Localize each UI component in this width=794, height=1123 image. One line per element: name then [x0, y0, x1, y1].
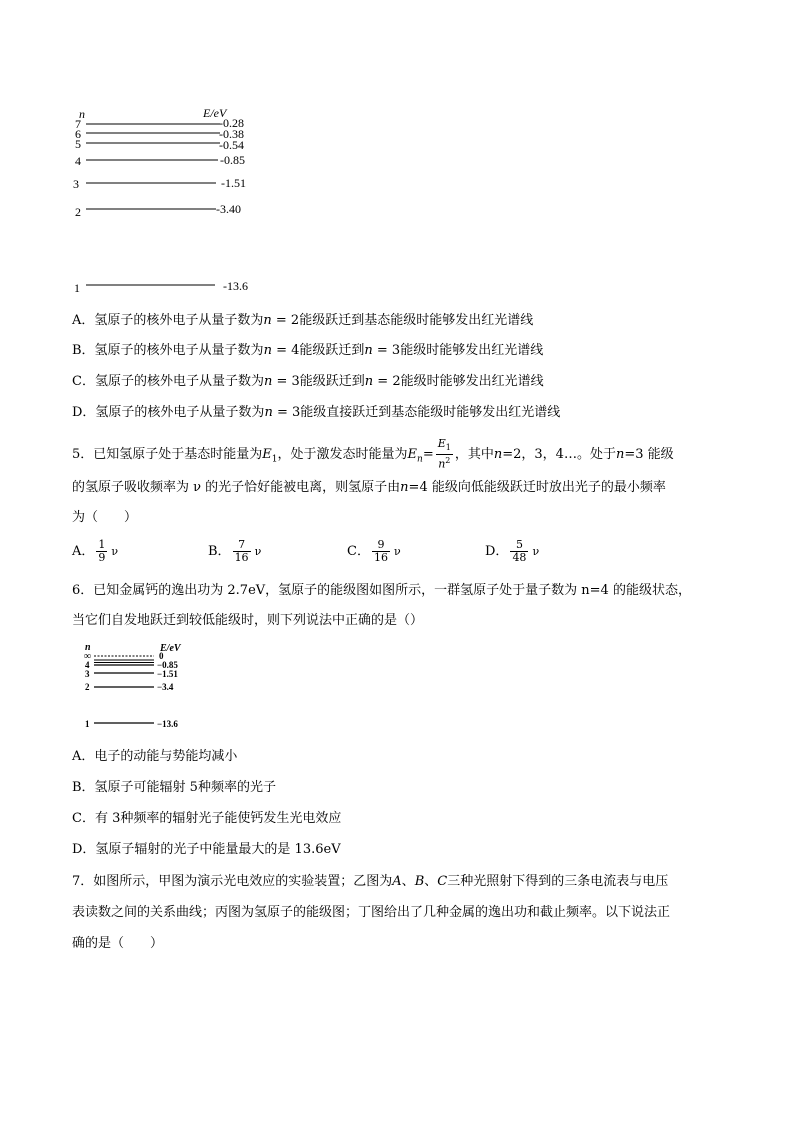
d2-axis-energy-label: E/eV	[160, 643, 181, 654]
level-e-7: -0.28	[219, 116, 244, 130]
q5-option-b-den: 16	[234, 551, 249, 564]
d2-level-e-4: −0.85	[157, 660, 178, 670]
q7-light-c: C	[437, 874, 448, 889]
q4-option-a-text: A．氢原子的核外电子从量子数为	[72, 313, 264, 328]
q5-option-b-num: 7	[233, 539, 251, 552]
q4-option-b-eq2: = 3	[372, 343, 401, 358]
d2-level-e-3: −1.51	[157, 669, 178, 679]
q5-option-a	[72, 538, 120, 566]
level-e-1: -13.6	[223, 279, 248, 293]
q5-option-c-unit: ν	[393, 544, 401, 558]
q7-light-b: B	[414, 874, 425, 889]
q6-stem-line-1: 6．已知金属钙的逸出功为 2.7eV，氢原子的能级图如图所示，一群氢原子处于量子数为 n=4 的能级状态，	[72, 583, 691, 598]
q5-text-1: 5．已知氢原子处于基态时能量为	[72, 446, 263, 462]
q4-option-d	[72, 405, 560, 421]
q5-stem-line-3: 为（ ）	[72, 510, 138, 525]
q4-option-a	[72, 313, 533, 329]
q5-text-3: ，其中	[454, 446, 494, 462]
q6-option-d: D．氢原子辐射的光子中能量最大的是 13.6eV	[72, 842, 341, 857]
q7-line1b: 三种光照射下得到的三条电流表与电压	[447, 874, 669, 889]
q4-option-b-var: n	[263, 343, 272, 358]
q5-option-a-unit: ν	[111, 544, 119, 558]
q5-e1: E	[262, 446, 272, 462]
q5-stem-line-2	[72, 480, 666, 496]
level-n-6: 6	[75, 127, 81, 141]
q5-option-d	[485, 538, 541, 566]
level-e-6: -0.38	[219, 127, 244, 141]
d2-level-n-2: 2	[85, 682, 90, 692]
q5-option-a-label: A．	[72, 544, 95, 559]
d2-level-n-3: 3	[85, 669, 90, 679]
q6-stem-line-2: 当它们自发地跃迁到较低能级时，则下列说法中正确的是（）	[72, 613, 424, 628]
q4-option-d-text: D．氢原子的核外电子从量子数为	[72, 405, 265, 420]
q7-stem-line-3: 确的是（ ）	[72, 936, 164, 951]
level-e-3: -1.51	[221, 176, 246, 190]
level-n-4: 4	[75, 154, 81, 168]
q5-option-b	[208, 538, 263, 566]
axis-n-label: n	[79, 107, 85, 121]
q5-option-c-label: C．	[347, 544, 370, 559]
q5-n-var3: n	[400, 480, 409, 495]
q4-option-a-eq: = 2	[271, 313, 300, 328]
level-e-5: -0.54	[219, 138, 244, 152]
q4-option-d-var: n	[264, 405, 273, 420]
q5-option-d-num: 5	[510, 539, 528, 552]
q5-option-b-label: B．	[208, 544, 231, 559]
q4-option-a-var: n	[263, 313, 272, 328]
level-n-5: 5	[75, 137, 81, 151]
q5-frac-den: n	[438, 457, 446, 471]
q4-option-b-var2: n	[364, 343, 373, 358]
level-e-4: -0.85	[220, 153, 245, 167]
q4-option-a-rest: 能级跃迁到基态能级时能够发出红光谱线	[299, 313, 534, 328]
d2-axis-n-label: n	[85, 642, 91, 653]
q5-option-a-den: 9	[98, 551, 106, 564]
q5-text-4: =2，3，4…。处于	[502, 446, 616, 462]
d2-level-e-inf: 0	[159, 651, 164, 661]
q4-option-c-text: C．氢原子的核外电子从量子数为	[72, 374, 264, 389]
q5-option-d-den: 48	[512, 551, 527, 564]
level-n-2: 2	[75, 205, 81, 219]
q5-option-a-num: 1	[98, 538, 106, 551]
q5-option-c-num: 9	[372, 539, 390, 552]
q7-stem-line-2: 表读数之间的关系曲线；丙图为氢原子的能级图；丁图给出了几种金属的逸出功和截止频率。以下说法正	[72, 905, 671, 920]
q5-line2b: =4 能级向低能级跃迁时放出光子的最小频率	[408, 480, 666, 495]
q5-option-d-label: D．	[485, 544, 509, 559]
q5-text-5: =3 能级	[624, 446, 674, 462]
q4-option-c	[72, 374, 544, 390]
level-e-2: -3.40	[216, 202, 241, 216]
d2-level-n-1: 1	[85, 719, 90, 729]
q4-option-d-eq: = 3	[272, 405, 301, 420]
d2-level-e-1: −13.6	[157, 719, 178, 729]
q5-en-eq: =	[422, 446, 434, 462]
q5-option-c-den: 16	[373, 551, 388, 564]
q7-line1a: 7．如图所示，甲图为演示光电效应的实验装置；乙图为	[72, 874, 393, 889]
energy-level-diagram-2	[80, 640, 210, 735]
q4-option-c-var2: n	[364, 374, 374, 389]
level-n-1: 1	[74, 281, 80, 295]
q6-option-b: B．氢原子可能辐射 5种频率的光子	[72, 780, 276, 795]
energy-level-diagram-1	[60, 100, 280, 300]
q5-option-b-unit: ν	[254, 544, 262, 558]
q4-option-b-rest: 能级跃迁到	[299, 343, 365, 358]
q4-option-b	[72, 343, 543, 359]
q5-frac-den-sup: 2	[445, 456, 451, 466]
level-n-7: 7	[75, 117, 81, 131]
q7-stem-line-1	[72, 874, 668, 890]
q5-option-c	[347, 538, 403, 566]
q6-option-a: A．电子的动能与势能均减小	[72, 749, 238, 764]
q4-option-b-text: B．氢原子的核外电子从量子数为	[72, 343, 264, 358]
level-n-3: 3	[73, 177, 79, 191]
q4-option-c-rest: 能级跃迁到	[299, 374, 365, 389]
q7-sep1: 、	[401, 874, 415, 889]
q5-stem-line-1	[72, 438, 674, 474]
q7-light-a: A	[392, 874, 402, 889]
q5-text-2: ，处于激发态时能量为	[277, 446, 408, 462]
q4-option-b-rest2: 能级时能够发出红光谱线	[400, 343, 544, 358]
q4-option-c-var: n	[263, 374, 273, 389]
q5-e1-sub: 1	[271, 454, 278, 465]
q4-option-c-eq2: = 2	[373, 374, 401, 389]
q5-en: E	[407, 446, 418, 462]
q4-option-b-eq: = 4	[271, 343, 300, 358]
q5-n-var2: n	[615, 446, 625, 462]
q7-sep2: 、	[424, 874, 438, 889]
q5-energy-fraction	[436, 438, 453, 471]
axis-energy-label: E/eV	[203, 106, 227, 120]
q5-en-sub: n	[417, 454, 423, 465]
q5-option-d-unit: ν	[532, 544, 540, 558]
d2-level-n-inf: ∞	[84, 651, 92, 662]
d2-level-e-2: −3.4	[157, 682, 174, 692]
q5-frac-num-sub: 1	[445, 443, 451, 453]
q5-line2a: 的氢原子吸收频率为 ν 的光子恰好能被电离，则氢原子由	[72, 480, 401, 495]
q5-frac-num: E	[437, 437, 446, 450]
q5-n-var: n	[493, 446, 503, 462]
q6-option-c: C．有 3种频率的辐射光子能使钙发生光电效应	[72, 811, 342, 826]
d2-level-n-4: 4	[85, 660, 90, 670]
q4-option-c-rest2: 能级时能够发出红光谱线	[400, 374, 544, 389]
q4-option-c-eq: = 3	[272, 374, 300, 389]
q4-option-d-rest: 能级直接跃迁到基态能级时能够发出红光谱线	[300, 405, 561, 420]
